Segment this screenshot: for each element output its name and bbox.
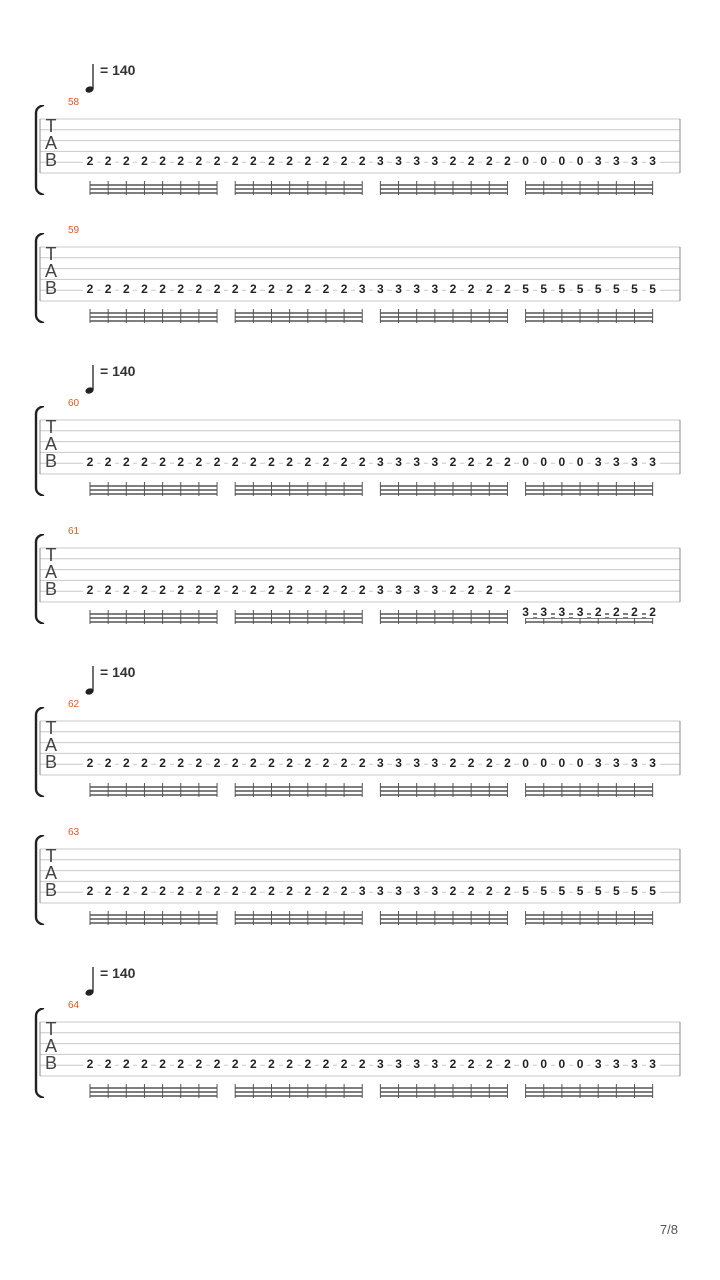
fret-number: 2 <box>482 456 496 468</box>
fret-number: 2 <box>101 757 115 769</box>
fret-number: 3 <box>591 757 605 769</box>
fret-number: 0 <box>573 155 587 167</box>
fret-number: 2 <box>228 584 242 596</box>
fret-number: 3 <box>591 155 605 167</box>
quarter-note-icon <box>84 363 98 397</box>
tab-clef-letter: B <box>44 880 57 900</box>
fret-number: 2 <box>192 456 206 468</box>
tab-clef-letter: T <box>45 545 57 565</box>
fret-number: 3 <box>428 456 442 468</box>
fret-number: 2 <box>228 1058 242 1070</box>
fret-number: 2 <box>464 584 478 596</box>
fret-number: 2 <box>119 885 133 897</box>
fret-number: 2 <box>446 885 460 897</box>
bar-number: 64 <box>68 1000 80 1011</box>
fret-number: 5 <box>591 885 605 897</box>
tempo-marking <box>84 363 204 397</box>
fret-number: 2 <box>246 283 260 295</box>
fret-number: 2 <box>265 584 279 596</box>
fret-number: 3 <box>646 155 660 167</box>
fret-number: 2 <box>301 1058 315 1070</box>
fret-number: 2 <box>283 584 297 596</box>
fret-number: 3 <box>392 456 406 468</box>
fret-number: 2 <box>119 456 133 468</box>
fret-number: 2 <box>337 757 351 769</box>
fret-number: 2 <box>355 1058 369 1070</box>
fret-number: 2 <box>119 757 133 769</box>
fret-number: 2 <box>265 757 279 769</box>
fret-number: 2 <box>283 456 297 468</box>
tab-clef-letter: B <box>44 752 57 772</box>
fret-number: 2 <box>137 456 151 468</box>
fret-number: 2 <box>210 584 224 596</box>
fret-number: 3 <box>373 1058 387 1070</box>
fret-number: 2 <box>301 757 315 769</box>
fret-number: 2 <box>355 456 369 468</box>
fret-number: 3 <box>628 456 642 468</box>
fret-number: 5 <box>628 885 642 897</box>
fret-number: 0 <box>537 1058 551 1070</box>
fret-number: 2 <box>337 1058 351 1070</box>
fret-number: 5 <box>609 885 623 897</box>
fret-number: 2 <box>156 885 170 897</box>
quarter-note-icon <box>84 664 98 698</box>
fret-number: 2 <box>156 456 170 468</box>
tab-staff <box>0 105 720 195</box>
fret-number: 3 <box>392 757 406 769</box>
fret-number: 3 <box>373 283 387 295</box>
fret-number: 2 <box>500 1058 514 1070</box>
tab-clef-letter: T <box>45 846 57 866</box>
fret-number: 2 <box>283 155 297 167</box>
fret-number: 2 <box>265 1058 279 1070</box>
fret-number: 3 <box>428 283 442 295</box>
fret-number: 5 <box>609 283 623 295</box>
tab-staff <box>0 233 720 323</box>
fret-number: 2 <box>319 456 333 468</box>
fret-number: 2 <box>500 283 514 295</box>
fret-number: 5 <box>537 885 551 897</box>
tab-clef-letter: A <box>44 562 57 582</box>
fret-number: 3 <box>373 584 387 596</box>
fret-number: 2 <box>119 1058 133 1070</box>
fret-number: 2 <box>265 885 279 897</box>
fret-number: 5 <box>573 283 587 295</box>
tab-clef-letter: A <box>44 261 57 281</box>
fret-number: 2 <box>119 155 133 167</box>
fret-number: 2 <box>283 757 297 769</box>
tab-clef-letter: A <box>44 434 57 454</box>
fret-number: 3 <box>428 757 442 769</box>
tab-clef-letter: B <box>44 1053 57 1073</box>
tab-clef-letter: T <box>45 116 57 136</box>
fret-number: 2 <box>83 283 97 295</box>
bar-number: 59 <box>68 225 80 236</box>
fret-number: 2 <box>500 885 514 897</box>
fret-number: 3 <box>392 155 406 167</box>
fret-number: 2 <box>174 1058 188 1070</box>
fret-number: 2 <box>228 456 242 468</box>
fret-number: 2 <box>337 456 351 468</box>
tab-clef-letter: B <box>44 278 57 298</box>
fret-number: 2 <box>101 155 115 167</box>
fret-number: 2 <box>83 757 97 769</box>
fret-number: 3 <box>410 1058 424 1070</box>
fret-number: 3 <box>428 885 442 897</box>
fret-number: 0 <box>555 155 569 167</box>
fret-number: 2 <box>174 155 188 167</box>
fret-number: 2 <box>210 283 224 295</box>
fret-number: 5 <box>555 885 569 897</box>
fret-number: 2 <box>464 456 478 468</box>
fret-number: 2 <box>101 885 115 897</box>
fret-number: 3 <box>591 456 605 468</box>
fret-number: 3 <box>609 155 623 167</box>
fret-number: 2 <box>355 757 369 769</box>
tempo-marking <box>84 664 204 698</box>
fret-number: 2 <box>500 757 514 769</box>
fret-number: 2 <box>210 885 224 897</box>
fret-number: 2 <box>446 1058 460 1070</box>
fret-number: 2 <box>228 283 242 295</box>
fret-number: 2 <box>83 885 97 897</box>
fret-number: 2 <box>628 606 642 618</box>
fret-number: 3 <box>355 283 369 295</box>
fret-number: 3 <box>392 584 406 596</box>
tab-clef-letter: T <box>45 1019 57 1039</box>
fret-number: 3 <box>410 456 424 468</box>
fret-number: 3 <box>628 757 642 769</box>
bar-number: 61 <box>68 526 80 537</box>
fret-number: 3 <box>373 757 387 769</box>
fret-number: 2 <box>174 456 188 468</box>
bar-number: 60 <box>68 398 80 409</box>
fret-number: 3 <box>537 606 551 618</box>
tab-clef-letter: B <box>44 150 57 170</box>
fret-number: 2 <box>156 155 170 167</box>
fret-number: 3 <box>609 757 623 769</box>
fret-number: 2 <box>446 283 460 295</box>
tab-staff <box>0 707 720 797</box>
fret-number: 2 <box>119 283 133 295</box>
fret-number: 2 <box>174 584 188 596</box>
tempo-value: = 140 <box>100 664 136 680</box>
fret-number: 5 <box>537 283 551 295</box>
fret-number: 2 <box>83 155 97 167</box>
fret-number: 3 <box>410 584 424 596</box>
fret-number: 2 <box>101 584 115 596</box>
fret-number: 0 <box>519 456 533 468</box>
fret-number: 2 <box>319 757 333 769</box>
fret-number: 2 <box>137 1058 151 1070</box>
bar-number: 62 <box>68 699 80 710</box>
fret-number: 2 <box>246 456 260 468</box>
fret-number: 2 <box>228 757 242 769</box>
fret-number: 2 <box>319 584 333 596</box>
fret-number: 2 <box>137 885 151 897</box>
fret-number: 3 <box>428 155 442 167</box>
fret-number: 2 <box>83 1058 97 1070</box>
fret-number: 2 <box>283 1058 297 1070</box>
fret-number: 5 <box>519 283 533 295</box>
quarter-note-icon <box>84 965 98 999</box>
fret-number: 2 <box>319 1058 333 1070</box>
fret-number: 2 <box>210 456 224 468</box>
fret-number: 2 <box>482 757 496 769</box>
fret-number: 2 <box>482 584 496 596</box>
fret-number: 3 <box>392 1058 406 1070</box>
tempo-value: = 140 <box>100 965 136 981</box>
fret-number: 2 <box>355 155 369 167</box>
fret-number: 2 <box>246 757 260 769</box>
tab-clef-letter: B <box>44 579 57 599</box>
fret-number: 3 <box>355 885 369 897</box>
fret-number: 3 <box>428 1058 442 1070</box>
fret-number: 2 <box>337 584 351 596</box>
fret-number: 5 <box>573 885 587 897</box>
fret-number: 2 <box>192 584 206 596</box>
fret-number: 2 <box>464 757 478 769</box>
fret-number: 5 <box>555 283 569 295</box>
fret-number: 3 <box>519 606 533 618</box>
fret-number: 2 <box>283 885 297 897</box>
tab-clef-letter: A <box>44 863 57 883</box>
fret-number: 2 <box>464 885 478 897</box>
fret-number: 3 <box>373 155 387 167</box>
fret-number: 2 <box>265 456 279 468</box>
fret-number: 2 <box>301 456 315 468</box>
fret-number: 2 <box>192 155 206 167</box>
fret-number: 2 <box>319 283 333 295</box>
fret-number: 2 <box>246 885 260 897</box>
fret-number: 3 <box>628 1058 642 1070</box>
fret-number: 2 <box>283 283 297 295</box>
fret-number: 2 <box>464 155 478 167</box>
fret-number: 2 <box>337 155 351 167</box>
fret-number: 0 <box>537 155 551 167</box>
fret-number: 2 <box>482 283 496 295</box>
fret-number: 2 <box>609 606 623 618</box>
fret-number: 2 <box>482 155 496 167</box>
fret-number: 2 <box>337 283 351 295</box>
fret-number: 2 <box>137 757 151 769</box>
fret-number: 2 <box>355 584 369 596</box>
fret-number: 2 <box>446 155 460 167</box>
tempo-value: = 140 <box>100 62 136 78</box>
fret-number: 2 <box>482 1058 496 1070</box>
quarter-note-icon <box>84 62 98 96</box>
page-number: 7/8 <box>659 1222 678 1237</box>
fret-number: 0 <box>555 456 569 468</box>
fret-number: 2 <box>319 155 333 167</box>
fret-number: 2 <box>301 584 315 596</box>
fret-number: 5 <box>591 283 605 295</box>
fret-number: 2 <box>591 606 605 618</box>
tab-clef-letter: T <box>45 417 57 437</box>
fret-number: 5 <box>646 283 660 295</box>
fret-number: 2 <box>101 456 115 468</box>
fret-number: 3 <box>609 1058 623 1070</box>
fret-number: 2 <box>210 1058 224 1070</box>
fret-number: 3 <box>555 606 569 618</box>
fret-number: 3 <box>373 885 387 897</box>
fret-number: 2 <box>337 885 351 897</box>
fret-number: 2 <box>192 283 206 295</box>
fret-number: 3 <box>410 155 424 167</box>
fret-number: 2 <box>174 885 188 897</box>
fret-number: 2 <box>464 283 478 295</box>
fret-number: 3 <box>646 1058 660 1070</box>
fret-number: 2 <box>83 584 97 596</box>
tempo-value: = 140 <box>100 363 136 379</box>
fret-number: 2 <box>319 885 333 897</box>
fret-number: 3 <box>573 606 587 618</box>
fret-number: 2 <box>228 885 242 897</box>
fret-number: 3 <box>646 456 660 468</box>
bar-number: 63 <box>68 827 80 838</box>
fret-number: 0 <box>555 1058 569 1070</box>
fret-number: 2 <box>156 584 170 596</box>
tab-clef-letter: A <box>44 735 57 755</box>
fret-number: 2 <box>246 584 260 596</box>
fret-number: 3 <box>410 885 424 897</box>
fret-number: 2 <box>137 584 151 596</box>
tab-staff <box>0 1008 720 1098</box>
bar-number: 58 <box>68 97 80 108</box>
tempo-marking <box>84 965 204 999</box>
fret-number: 5 <box>628 283 642 295</box>
fret-number: 0 <box>519 155 533 167</box>
fret-number: 2 <box>500 584 514 596</box>
fret-number: 2 <box>301 885 315 897</box>
fret-number: 2 <box>192 1058 206 1070</box>
fret-number: 2 <box>265 155 279 167</box>
fret-number: 2 <box>137 155 151 167</box>
fret-number: 0 <box>573 757 587 769</box>
fret-number: 3 <box>628 155 642 167</box>
fret-number: 2 <box>156 757 170 769</box>
fret-number: 3 <box>392 885 406 897</box>
fret-number: 3 <box>410 757 424 769</box>
fret-number: 2 <box>500 456 514 468</box>
fret-number: 2 <box>174 757 188 769</box>
fret-number: 2 <box>101 283 115 295</box>
fret-number: 3 <box>646 757 660 769</box>
fret-number: 2 <box>646 606 660 618</box>
fret-number: 0 <box>555 757 569 769</box>
fret-number: 3 <box>410 283 424 295</box>
fret-number: 2 <box>301 155 315 167</box>
fret-number: 2 <box>301 283 315 295</box>
fret-number: 0 <box>573 456 587 468</box>
fret-number: 0 <box>573 1058 587 1070</box>
fret-number: 2 <box>446 456 460 468</box>
tab-clef-letter: T <box>45 244 57 264</box>
fret-number: 3 <box>392 283 406 295</box>
fret-number: 0 <box>519 757 533 769</box>
fret-number: 2 <box>210 155 224 167</box>
fret-number: 0 <box>537 757 551 769</box>
fret-number: 0 <box>519 1058 533 1070</box>
fret-number: 5 <box>646 885 660 897</box>
tempo-marking <box>84 62 204 96</box>
tab-clef-letter: B <box>44 451 57 471</box>
fret-number: 2 <box>246 155 260 167</box>
fret-number: 2 <box>101 1058 115 1070</box>
fret-number: 5 <box>519 885 533 897</box>
tab-clef-letter: A <box>44 133 57 153</box>
fret-number: 2 <box>174 283 188 295</box>
fret-number: 2 <box>192 885 206 897</box>
fret-number: 2 <box>192 757 206 769</box>
fret-number: 2 <box>137 283 151 295</box>
fret-number: 0 <box>537 456 551 468</box>
fret-number: 2 <box>119 584 133 596</box>
fret-number: 2 <box>246 1058 260 1070</box>
fret-number: 3 <box>428 584 442 596</box>
fret-number: 2 <box>156 283 170 295</box>
fret-number: 2 <box>500 155 514 167</box>
fret-number: 2 <box>265 283 279 295</box>
fret-number: 2 <box>210 757 224 769</box>
fret-number: 2 <box>482 885 496 897</box>
fret-number: 2 <box>156 1058 170 1070</box>
fret-number: 2 <box>228 155 242 167</box>
tab-clef-letter: T <box>45 718 57 738</box>
fret-number: 3 <box>373 456 387 468</box>
fret-number: 3 <box>609 456 623 468</box>
tab-staff <box>0 835 720 925</box>
tab-staff <box>0 406 720 496</box>
tab-clef-letter: A <box>44 1036 57 1056</box>
fret-number: 2 <box>464 1058 478 1070</box>
fret-number: 2 <box>83 456 97 468</box>
fret-number: 2 <box>446 757 460 769</box>
fret-number: 3 <box>591 1058 605 1070</box>
fret-number: 2 <box>446 584 460 596</box>
